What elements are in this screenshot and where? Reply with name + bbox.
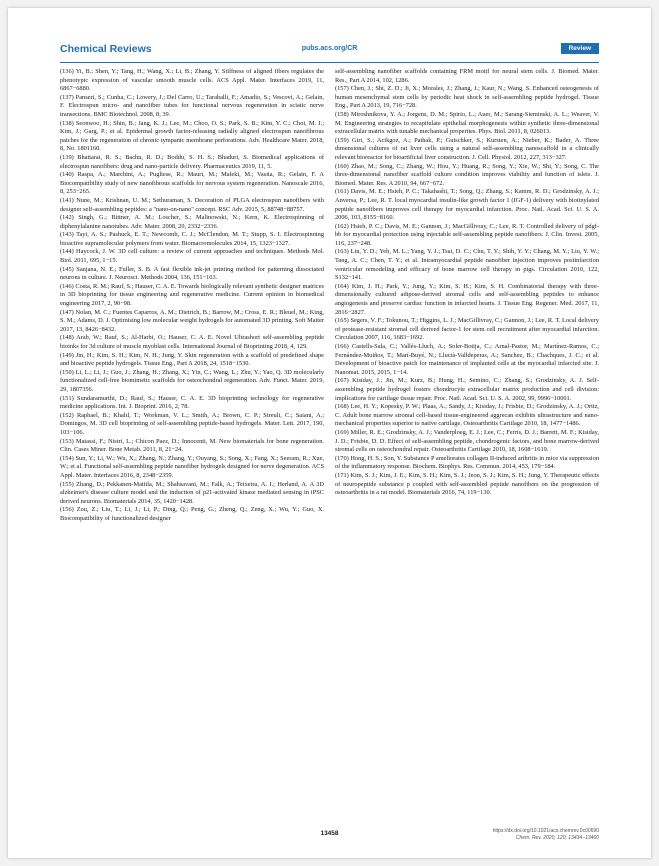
reference-entry: (150) Li, L.; Li, J.; Guo, J.; Zhang, H.; Zhang, X.; Yin, C.; Wang, L.; Zhu, Y.; Yao, Q. 3D molecularly functionalized cell-free biomimetic scaffolds for osteochondral regeneration. Adv. Funct. Mater. 2019, 29, 1807356. — [60, 368, 324, 393]
journal-page — [8, 8, 651, 858]
reference-entry: (168) Lee, H. Y.; Kopesky, P. W.; Plaas, A.; Sandy, J.; Kisiday, J.; Frisbie, D.; Grodzinsky, A. J.; Ortiz, C. Adult bone marrow stromal cell-based tissue-engineered aggrecan exhibits ultrastructure and nano-mechanical properties superior to native cartilage. Osteoarthritis Cartilage 2010, 18, 1477−1486. — [335, 403, 599, 428]
reference-entry: (145) Sanjana, N. E.; Fuller, S. B. A fast flexible ink-jet printing method for patterning dissociated neurons in culture. J. Neurosci. Methods 2004, 136, 151−163. — [60, 265, 324, 282]
doi-link[interactable]: https://dx.doi.org/10.1021/acs.chemrev.0c00690 — [492, 828, 599, 834]
journal-title[interactable]: Chemical Reviews — [60, 43, 152, 55]
reference-entry: (141) Nune, M.; Krishnan, U. M.; Sethuraman, S. Decoration of PLGA electrospun nanofibers with designer self-assembling peptides: a "nano-on-nano" concept. RSC Adv. 2015, 5, 88748−88757. — [60, 196, 324, 213]
reference-entry: (158) Miroshnikova, Y. A.; Jorgens, D. M.; Spirio, L.; Auer, M.; Sarang-Sieminski, A. L.; Weaver, V. M. Engineering strategies to recapitulate epithelial morphogenesis within synthetic three-dimensional extracellular matrix with tunable mechanical properties. Phys. Biol. 2011, 8, 026013. — [335, 110, 599, 136]
reference-entry: (163) Lin, Y. D.; Yeh, M. L.; Yang, Y. J.; Tsai, D. C.; Chu, T. Y.; Shih, Y. Y.; Chang, M. Y.; Liu, Y. W.; Tang, A. C.; Chen, T. Y.; et al. Intramyocardial peptide nanofiber injection improves postinfarction ventricular remodeling and efficacy of bone marrow cell therapy in pigs. Circulation 2010, 122, S132−141. — [335, 248, 599, 282]
article-type-badge: Review — [561, 43, 599, 54]
reference-entry: (157) Chen, J.; Shi, Z. D.; Ji, X.; Morales, J.; Zhang, J.; Kaur, N.; Wang, S. Enhanced osteogenesis of human mesenchymal stem cells by periodic heat shock in self-assembling peptide hydrogel. Tissue Eng., Part A 2013, 19, 716−728. — [335, 85, 599, 110]
reference-entry: (155) Zhang, D.; Pekkanen-Mattila, M.; Shahsavani, M.; Falk, A.; Teixeira, A. I.; Herland, A. A 3D alzheimer's disease culture model and the induction of p21-activated kinase mediated sensing in iPSC derived neurons. Biomaterials 2014, 35, 1420−1428. — [60, 480, 324, 505]
reference-entry: (154) Sun, Y.; Li, W.; Wu, X.; Zhang, N.; Zhang, Y.; Ouyang, S.; Song, X.; Fang, X.; Seeram, R.; Xue, W.; et al. Functional self-assembling peptide nanofiber hydrogels designed for nerve degeneration. ACS Appl. Mater. Interfaces 2016, 8, 2348−2359. — [60, 454, 324, 479]
reference-entry: (138) Seonwoo, H.; Shin, B.; Jang, K. J.; Lee, M.; Choo, O. S.; Park, S. B.; Kim, Y. C.; Choi, M. J.; Kim, J.; Garg, P.; et al. Epidermal growth factor-releasing radially aligned electrospun nanofibrous patches for the regeneration of chronic tympanic membrane perforations. Adv. Healthcare Mater. 2018, 8, No. 1801160. — [60, 119, 324, 153]
reference-entry: (170) Hong, H. S.; Son, Y. Substance P ameliorates collagen II-induced arthritis in mice via suppression of the inflammatory response. Biochem. Biophys. Res. Commun. 2014, 453, 179−184. — [335, 454, 599, 471]
reference-entry: (146) Costa, R. M.; Rauf, S.; Hauser, C. A. E. Towards biologically relevant synthetic designer matrices in 3D bioprinting for tissue engineering and regenerative medicine. Current opinion in biomedical engineering 2017, 2, 90−98. — [60, 282, 324, 308]
reference-entry: (160) Zhao, M.; Song, C.; Zhang, W.; Hou, Y.; Huang, R.; Song, Y.; Xie, W.; Shi, Y.; Song, C. The three-dimensional nanofiber scaffold culture condition improves viability and function of islets. J. Biomed. Mater. Res. A 2010, 94, 667−672. — [335, 162, 599, 187]
reference-entry: (166) Castells-Sala, C.; Vallés-Lluch, A.; Soler-Botija, C.; Arnal-Pastor, M.; Martínez-Ramos, C.; Fernández-Muiños, T.; Marí-Buyé, N.; Llucià-Valldeperas, A.; Sanchez, B.; Chachques, J. C.; et al. Development of bioactive patch for maintenance of implanted cells at the myocardial infarcted site. J. Nanomat. 2015, 2015, 1−14. — [335, 343, 599, 376]
reference-entry: (161) Davis, M. E.; Hsieh, P. C.; Takahashi, T.; Song, Q.; Zhang, S.; Kamm, R. D.; Grodzinsky, A. J.; Anversa, P.; Lee, R. T. local myocardial insulin-like growth factor 1 (IGF-1) delivery with biotinylated peptide nanofibers improves cell therapy for myocardial infarction. Proc. Natl. Acad. Sci. U. S. A. 2006, 103, 8155−8160. — [335, 188, 599, 222]
reference-entry: (151) Sundaramurthi, D.; Rauf, S.; Hauser, C. A. E. 3D bioprinting technology for regenerative medicine applications. Int. J. Bioprint. 2016, 2, 78. — [60, 394, 324, 411]
reference-entry: (140) Raspa, A.; Marchini, A.; Pugliese, R.; Mauri, M.; Maleki, M.; Vasita, R.; Gelain, F. A Biocompatibility study of new nanofibrous scaffolds for nervous system regeneration. Nanoscale 2016, 8, 253−265. — [60, 171, 324, 196]
reference-entry: (171) Kim, S. J.; Kim, J. E.; Kim, S. H.; Kim, S. J.; Jeon, S. J.; Kim, S. H.; Jung, Y. Therapeutic effects of neuropeptide substance p coupled with self-assembled peptide nanofibers on the progression of osteoarthritis in a rat model. Biomaterials 2016, 74, 119−130. — [335, 471, 599, 497]
reference-entry: (143) Tayi, A. S.; Pashuck, E. T.; Newcomb, C. J.; McClendon, M. T.; Stupp, S. I. Electrospinning bioactive supramolecular polymers from water. Biomacromolecules 2014, 15, 1323−1327. — [60, 231, 324, 247]
reference-entry: (165) Segers, V. F.; Tokunou, T.; Higgins, L. J.; MacGillivray, C.; Gannon, J.; Lee, R. T. Local delivery of protease-resistant stromal cell derived factor-1 for stem cell recruitment after myocardial infarction. Circulation 2007, 116, 1683−1692. — [335, 317, 599, 342]
reference-entry: (162) Hsieh, P. C.; Davis, M. E.; Gannon, J.; MacGillivray, C.; Lee, R. T. Controlled delivery of pdgf-bb for myocardial protection using injectable self-assembling peptide nanofibers. J. Clin. Invest. 2005, 116, 237−248. — [335, 222, 599, 247]
page-number: 13458 — [320, 830, 339, 837]
reference-entry: self-assembling nanofiber scaffolds containing FRM motif for neural stem cells. J. Biomed. Mater. Res., Part A 2014, 102, 1286. — [335, 68, 599, 84]
reference-entry: (153) Matassi, F.; Nistri, L.; Chicon Paez, D.; Innocenti, M. New biomaterials for bone regeneration. Clin. Cases Miner. Bone Metab. 2011, 8, 21−24. — [60, 437, 324, 454]
reference-entry: (156) Zou, Z.; Liu, T.; Li, J.; Li, P.; Ding, Q.; Peng, G.; Zheng, Q.; Zeng, X.; Wu, Y.; Guo, X. Biocompatibility of functionalized designer — [60, 506, 324, 522]
reference-entry: (147) Nolan, M. C.; Fuentes Caparros, A. M.; Dietrich, B.; Barrow, M.; Cross, E. R.; Bleuel, M.; King, S. M.; Adams, D. J. Optimising low molecular weight hydrogels for automated 3D printing. Soft Matter 2017, 13, 8426−8432. — [60, 308, 324, 333]
reference-entry: (167) Kisiday, J.; Jin, M.; Kurz, B.; Hung, H.; Semino, C.; Zhang, S.; Grodzinsky, A. J. Self-assembling peptide hydrogel fosters chondrocyte extracellular matrix production and cell division: implications for cartilage tissue repair. Proc. Natl. Acad. Sci. U. S. A. 2002, 99, 9996−10001. — [335, 377, 599, 402]
reference-entry: (152) Raphael, B.; Khalil, T.; Workman, V. L.; Smith, A.; Brown, C. P.; Streuli, C.; Saiani, A.; Domingos, M. 3D cell bioprinting of self-assembling peptide-based hydrogels. Mater. Lett. 2017, 190, 103−106. — [60, 411, 324, 436]
journal-citation: Chem. Rev. 2020, 120, 13434−13460 — [515, 834, 599, 841]
footer-doi-block — [493, 828, 599, 841]
journal-website-link[interactable]: pubs.acs.org/CR — [301, 45, 358, 52]
reference-entry: (148) Arab, W.; Rauf, S.; Al-Harbi, O.; Hauser, C. A. E. Novel Ultrashort self-assembling peptide bioinks for 3d culture of muscle myoblast cells. International Journal of Bioprinting 2018, 4, 129. — [60, 334, 324, 350]
reference-entry: (149) Jin, H.; Kim, S. H.; Kim, N. H.; Jung, Y. Skin regeneration with a scaffold of predefined shape and bioactive peptide hydrogels. Tissue Eng., Part A 2018, 24, 1518−1530. — [60, 351, 324, 368]
reference-entry: (169) Miller, R. E.; Grodzinsky, A. J.; Vanderploeg, E. J.; Lee, C.; Ferris, D. J.; Barrett, M. F.; Kisiday, J. D.; Frisbie, D. D. Effect of self-assembling peptide, chondrogenic factors, and bone marrow-derived stromal cells on osteochondral repair. Osteoarthritis Cartilage 2010, 18, 1608−1619. — [335, 428, 599, 454]
reference-entry: (159) Giri, S.; Acikgoz, A.; Pathak, P.; Gutschker, S.; Kursten, A.; Nieber, K.; Bader, A. Three dimensional cultures of rat liver cells using a natural self-assembling nanoscaffold in a clinically relevant bioreactor for bioartificial liver construction. J. Cell. Physiol. 2012, 227, 313−327. — [335, 136, 599, 161]
references-column-right — [335, 68, 599, 498]
reference-entry: (142) Singh, G.; Bittner, A. M.; Loscher, S.; Malinowski, N.; Kern, K. Electrospinning of diphenylalanine nanotubes. Adv. Mater. 2008, 20, 2332−2336. — [60, 214, 324, 230]
reference-entry: (144) Haycock, J. W. 3D cell culture: a review of current approaches and techniques. Methods Mol. Biol. 2011, 695, 1−15. — [60, 248, 324, 265]
reference-entry: (137) Panseri, S.; Cunha, C.; Lowery, J.; Del Carro, U.; Taraballi, F.; Amadio, S.; Vescovi, A.; Gelain, F. Electrospun micro- and nanofiber tubes for functional nervous regeneration in sciatic nerve transections. BMC Biotechnol. 2008, 8, 39. — [60, 93, 324, 118]
reference-entry: (164) Kim, J. H.; Park, Y.; Jung, Y.; Kim, S. H.; Kim, S. H. Combinatorial therapy with three-dimensionally cultured adipose-derived stromal cells and self-assembling peptides to enhance angiogenesis and preserve cardiac function in infarcted hearts. J. Tissue Eng. Regener. Med. 2017, 11, 2816−2827. — [335, 282, 599, 316]
references-column-left — [60, 68, 324, 523]
reference-entry: (136) Yi, B.; Shen, Y.; Tang, H.; Wang, X.; Li, B.; Zhang, Y. Stiffness of aligned fibers regulates the phenotypic expression of vascular smooth muscle cells. ACS Appl. Mater. Interfaces 2019, 11, 6867−6880. — [60, 68, 324, 93]
page-header — [60, 42, 599, 63]
reference-entry: (139) Bhattarai, R. S.; Bachu, R. D.; Boddu, S. H. S.; Bhaduri, S. Biomedical applications of electrospun nanofibers: drug and nano-particle delivery. Pharmaceutics 2019, 11, 5. — [60, 153, 324, 170]
